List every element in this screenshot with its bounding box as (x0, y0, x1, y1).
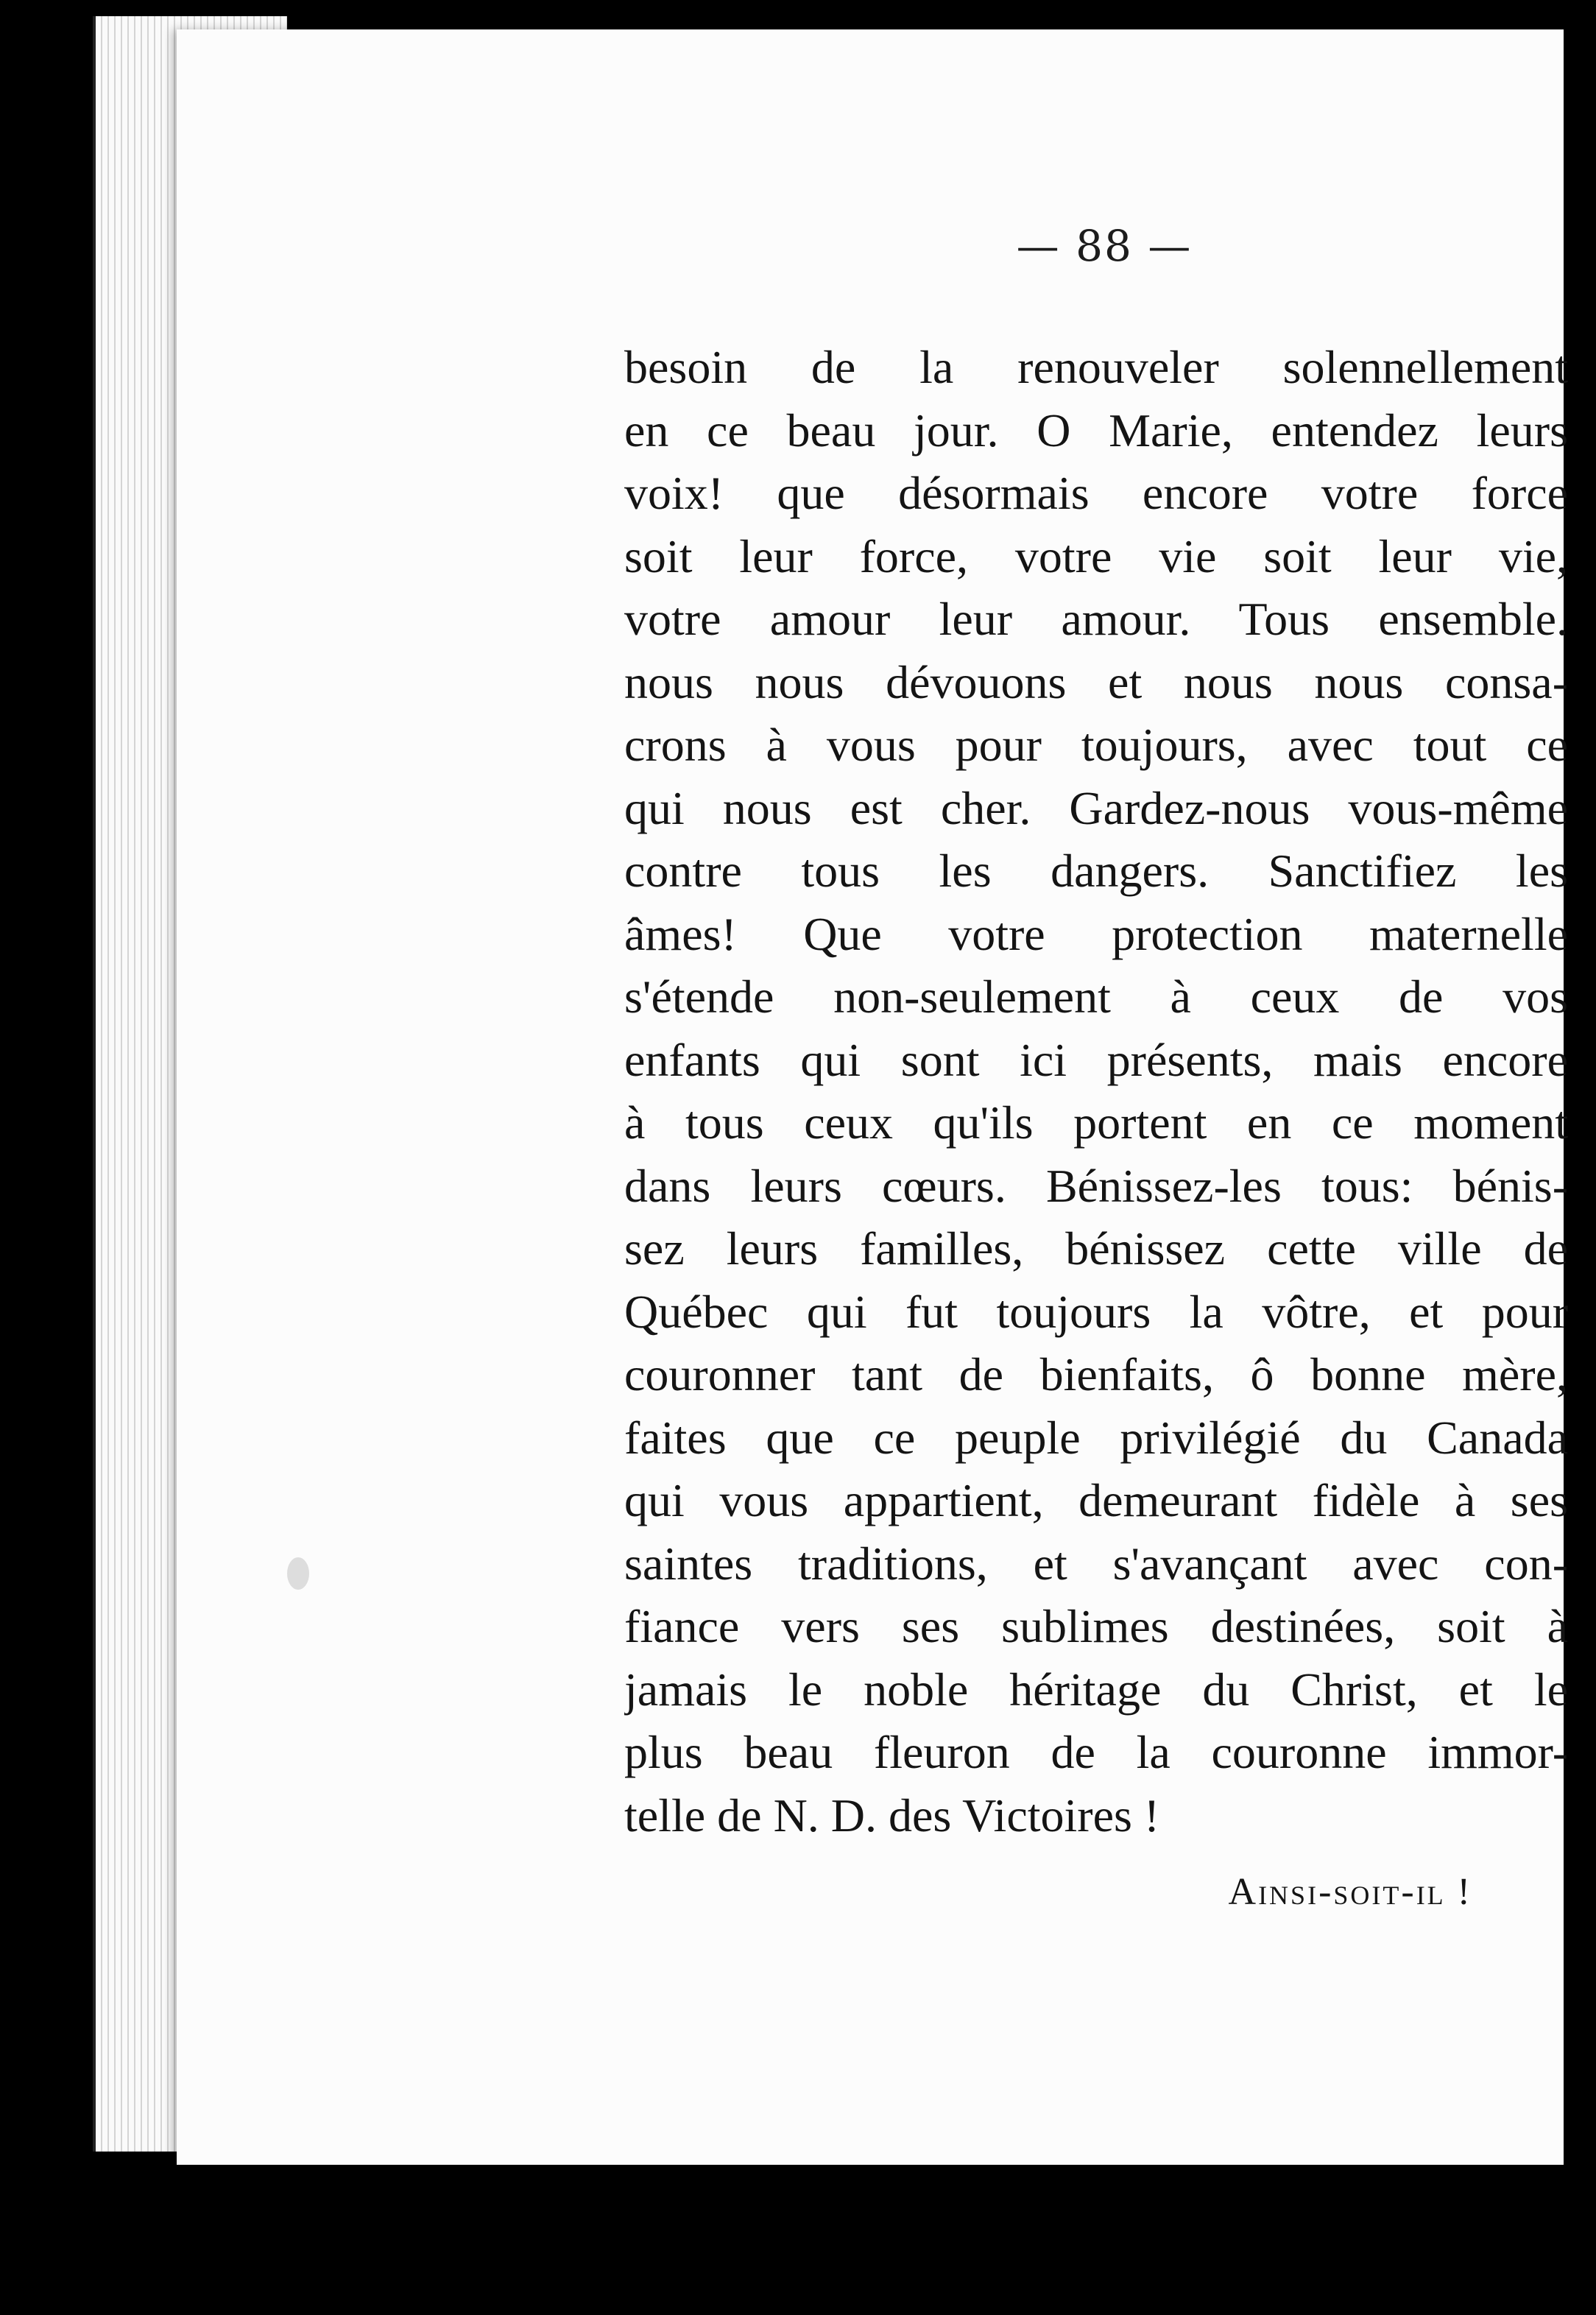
text-line: enfants qui sont ici présents, mais encore (624, 1033, 1568, 1086)
text-line: sez leurs familles, bénissez cette ville de (624, 1222, 1568, 1275)
text-line: dans leurs cœurs. Bénissez-les tous: bénis- (624, 1159, 1568, 1212)
text-line: âmes! Que votre protection maternelle (624, 907, 1568, 960)
text-line: contre tous les dangers. Sanctifiez les (624, 845, 1568, 897)
text-line: à tous ceux qu'ils portent en ce moment (624, 1096, 1568, 1149)
text-line: qui nous est cher. Gardez-nous vous-même (624, 781, 1568, 834)
text-line: soit leur force, votre vie soit leur vie, (624, 529, 1568, 582)
text-line: s'étende non-seulement à ceux de vos (624, 970, 1568, 1023)
text-line: en ce beau jour. O Marie, entendez leurs (624, 404, 1568, 457)
text-line: jamais le noble héritage du Christ, et le (624, 1663, 1568, 1716)
text-line: votre amour leur amour. Tous ensemble. (624, 593, 1568, 645)
closing-ainsi-soit-il: Ainsi-soit-il ! (1228, 1871, 1472, 1913)
page-speck (287, 1557, 309, 1590)
body-text (624, 336, 1568, 1847)
page-number: — 88 — (1016, 221, 1193, 271)
text-line: crons à vous pour toujours, avec tout ce (624, 719, 1568, 771)
text-line: fiance vers ses sublimes destinées, soit à (624, 1600, 1568, 1652)
text-line: voix! que désormais encore votre force (624, 467, 1568, 519)
text-line: nous nous dévouons et nous nous consa- (624, 655, 1568, 708)
text-line: Québec qui fut toujours la vôtre, et pour (624, 1285, 1568, 1338)
text-line: couronner tant de bienfaits, ô bonne mère, (624, 1348, 1568, 1400)
text-line: saintes traditions, et s'avançant avec con- (624, 1537, 1568, 1590)
text-line: plus beau fleuron de la couronne immor- (624, 1726, 1568, 1778)
text-line: faites que ce peuple privilégié du Canada (624, 1411, 1568, 1464)
text-line-final: telle de N. D. des Victoires ! (624, 1789, 1160, 1842)
text-line: besoin de la renouveler solennellement (624, 341, 1568, 393)
text-line: qui vous appartient, demeurant fidèle à ses (624, 1474, 1568, 1526)
